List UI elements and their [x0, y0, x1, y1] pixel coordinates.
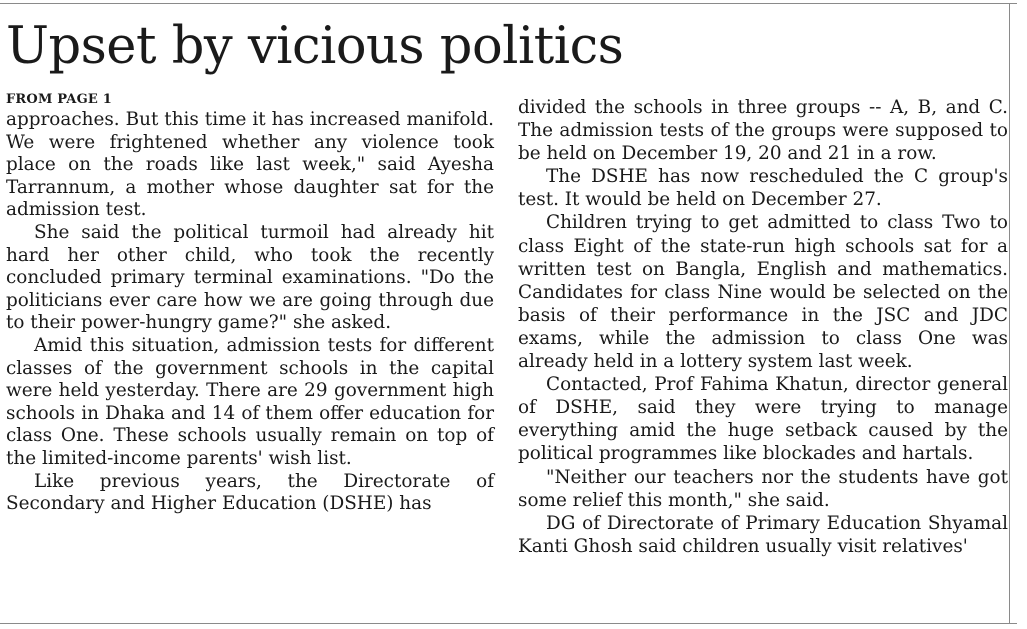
- paragraph: Contacted, Prof Fahima Khatun, director general of DSHE, said they were trying to manage everything amid the huge setback caused by the political programmes like blockades and hartals.: [518, 374, 1008, 465]
- continuation-kicker: FROM PAGE 1: [6, 92, 112, 107]
- paragraph: Children trying to get admitted to class Two to class Eight of the state-run high schools sat for a written test on Bangla, English and mathematics. Candidates for class Nine would be selected on the basis of their performance in the JSC and JDC exams, while the admission to class One was already held in a lottery system last week.: [518, 212, 1008, 373]
- paragraph: Like previous years, the Directorate of Secondary and Higher Education (DSHE) has: [6, 470, 494, 515]
- right-column: [518, 96, 1008, 558]
- paragraph: Amid this situation, admission tests for different classes of the government schools in the capital were held yesterday. There are 29 government high schools in Dhaka and 14 of them offer education for class One. These schools usually remain on top of the limited-income parents' wish list.: [6, 334, 494, 469]
- paragraph: She said the political turmoil had already hit hard her other child, who took the recently concluded primary terminal examinations. "Do the politicians ever care how we are going through due to their power-hungry game?" she asked.: [6, 221, 494, 334]
- paragraph: divided the schools in three groups -- A, B, and C. The admission tests of the groups were supposed to be held on December 19, 20 and 21 in a row.: [518, 97, 1008, 165]
- paragraph: DG of Directorate of Primary Education Shyamal Kanti Ghosh said children usually visit relatives': [518, 512, 1008, 557]
- top-rule: [0, 3, 1017, 4]
- paragraph: approaches. But this time it has increased manifold. We were frightened whether any violence took place on the roads like last week," said Ayesha Tarrannum, a mother whose daughter sat for the admission test.: [6, 109, 494, 221]
- left-column: [6, 92, 494, 516]
- paragraph: "Neither our teachers nor the students have got some relief this month," she said.: [518, 466, 1008, 511]
- right-rule: [1009, 3, 1010, 624]
- headline: Upset by vicious politics: [6, 17, 624, 76]
- bottom-rule: [0, 623, 1017, 624]
- paragraph: The DSHE has now rescheduled the C group's test. It would be held on December 27.: [518, 166, 1008, 211]
